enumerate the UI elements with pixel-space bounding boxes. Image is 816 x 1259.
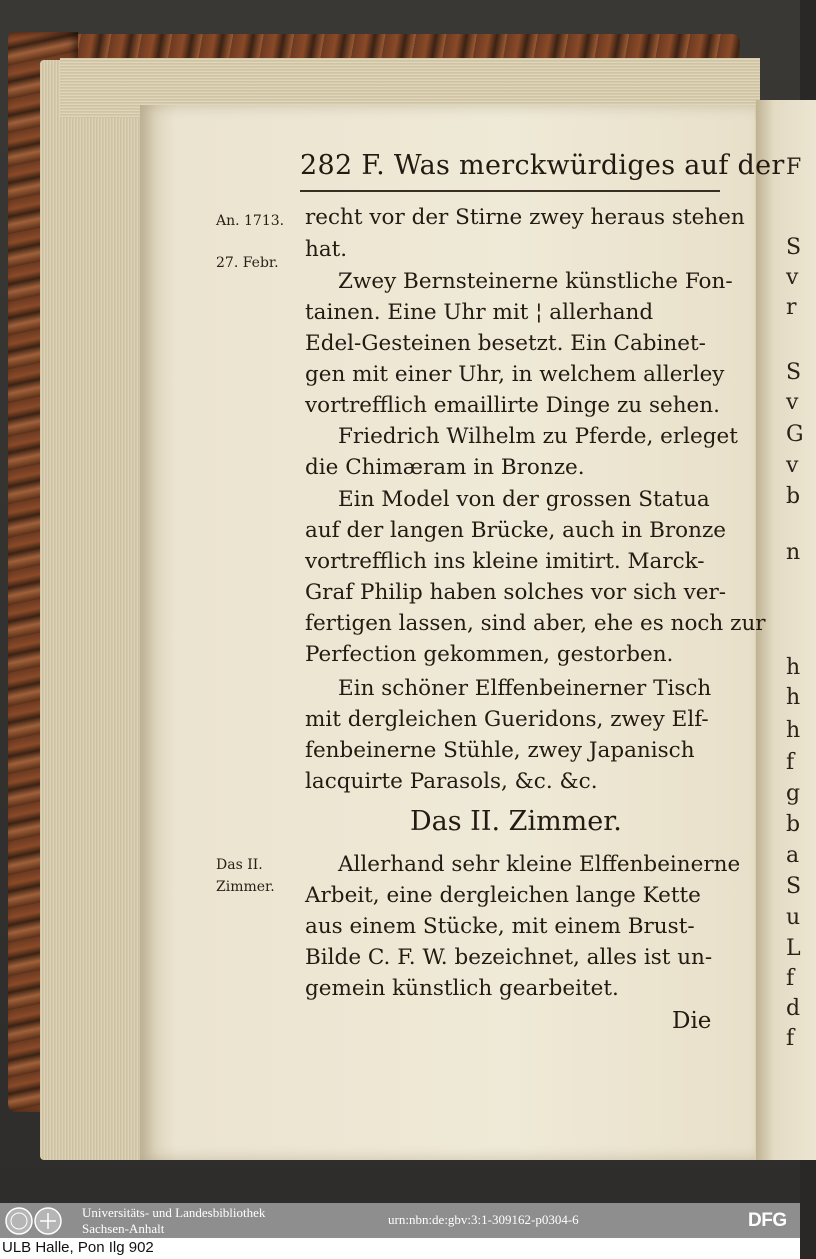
facing-page-letter: S	[786, 874, 802, 899]
facing-page-letter: G	[786, 422, 804, 447]
header-rule	[300, 190, 720, 192]
section-title: Das II. Zimmer.	[410, 806, 622, 837]
text-line: Graf Philip haben solches vor sich ver-	[305, 580, 727, 605]
facing-page-letter: f	[786, 966, 795, 991]
dfg-logo: DFG	[748, 1210, 787, 1231]
facing-page-letter: a	[786, 843, 800, 868]
facing-page-letter: h	[786, 685, 801, 710]
image-caption	[0, 1238, 800, 1259]
institution-region: Sachsen-Anhalt	[82, 1221, 165, 1236]
text-line: vortrefflich emaillirte Dinge zu sehen.	[305, 393, 720, 418]
shelfmark: ULB Halle, Pon Ilg 902	[2, 1239, 154, 1256]
facing-page-letter: u	[786, 905, 801, 930]
urn-identifier[interactable]: urn:nbn:de:gbv:3:1-309162-p0304-6	[388, 1212, 579, 1227]
text-line: Perfection gekommen, gestorben.	[305, 642, 674, 667]
text-line: mit dergleichen Gueridons, zwey Elf-	[305, 707, 709, 732]
text-line: Ein Model von der grossen Statua	[338, 487, 710, 512]
text-line: Arbeit, eine dergleichen lange Kette	[305, 883, 701, 908]
text-line: aus einem Stücke, mit einem Brust-	[305, 914, 695, 939]
facing-page-letter: S	[786, 360, 802, 385]
text-line: tainen. Eine Uhr mit ¦ allerhand	[305, 300, 654, 325]
text-line: die Chimæram in Bronze.	[305, 455, 585, 480]
facing-page-letter: S	[786, 235, 802, 260]
facing-page-letter: g	[786, 781, 801, 806]
facing-page-letter: b	[786, 484, 801, 509]
facing-page-letter: v	[786, 453, 799, 478]
facing-page-letter: f	[786, 750, 795, 775]
institution-name: Universitäts- und Landesbibliothek	[82, 1205, 266, 1220]
running-header: 282 F. Was merckwürdiges auf der	[300, 150, 785, 181]
catchword: Die	[672, 1008, 712, 1034]
facing-page-letter: v	[786, 390, 799, 415]
viewer-footer	[0, 1203, 800, 1238]
facing-page-letter: b	[786, 812, 801, 837]
text-line: gen mit einer Uhr, in welchem allerley	[305, 362, 725, 387]
text-line: Ein schöner Elffenbeinerner Tisch	[338, 676, 712, 701]
facing-page-letter: f	[786, 1026, 795, 1051]
facing-page-letter: L	[786, 936, 801, 961]
margin-note-room: Zimmer.	[216, 879, 275, 895]
margin-note-room: Das II.	[216, 857, 263, 873]
ulb-logo-icon	[4, 1206, 76, 1236]
facing-page-letter: h	[786, 655, 801, 680]
text-line: vortrefflich ins kleine imitirt. Marck-	[305, 549, 705, 574]
margin-note-year: An. 1713.	[216, 213, 285, 229]
text-line: Allerhand sehr kleine Elffenbeinerne	[338, 852, 741, 877]
facing-page-letter: F	[786, 155, 802, 180]
text-line: hat.	[305, 237, 348, 262]
text-line: Bilde C. F. W. bezeichnet, alles ist un-	[305, 945, 713, 970]
text-line: Zwey Bernsteinerne künstliche Fon-	[338, 269, 733, 294]
text-line: recht vor der Stirne zwey heraus stehen	[305, 205, 745, 230]
text-line: fertigen lassen, sind aber, ehe es noch zur	[305, 611, 766, 636]
facing-page-letter: v	[786, 265, 799, 290]
text-line: fenbeinerne Stühle, zwey Japanisch	[305, 738, 695, 763]
text-line: Edel-Gesteinen besetzt. Ein Cabinet-	[305, 331, 706, 356]
text-line: Friedrich Wilhelm zu Pferde, erleget	[338, 424, 738, 449]
facing-page-letter: r	[786, 295, 797, 320]
facing-page-letter: d	[786, 996, 801, 1021]
facing-page-letter: h	[786, 718, 801, 743]
margin-note-date: 27. Febr.	[216, 255, 279, 271]
text-line: auf der langen Brücke, auch in Bronze	[305, 518, 727, 543]
text-line: lacquirte Parasols, &c. &c.	[305, 769, 598, 794]
text-line: gemein künstlich gearbeitet.	[305, 976, 619, 1001]
facing-page-letter: n	[786, 540, 801, 565]
